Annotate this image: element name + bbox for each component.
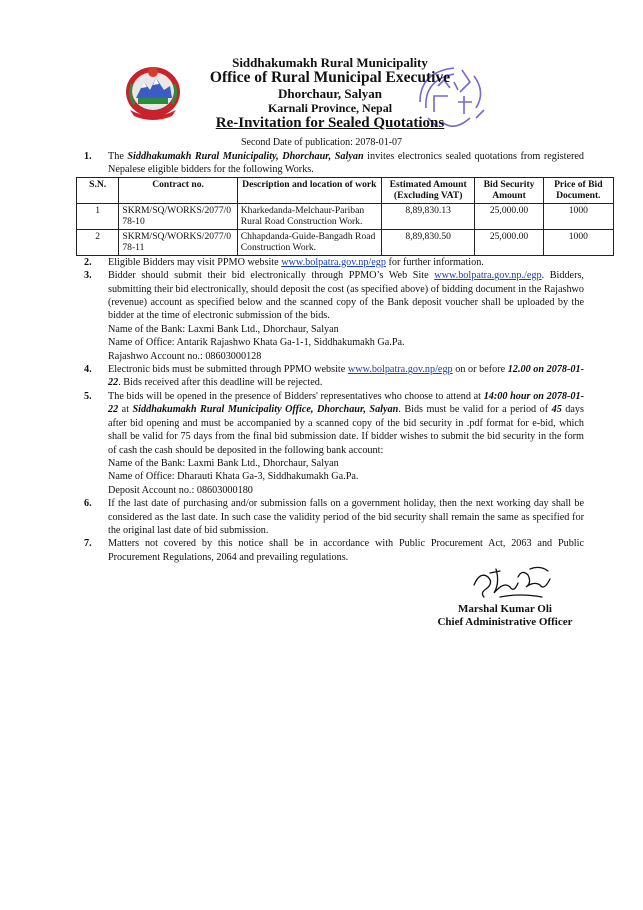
item-3 bbox=[84, 269, 584, 363]
account-number: Deposit Account no.: 08603000180 bbox=[108, 484, 253, 496]
handwritten-signature-icon bbox=[470, 563, 560, 603]
item-text: The bbox=[108, 151, 128, 162]
account-number: Rajashwo Account no.: 08603000128 bbox=[108, 350, 262, 362]
province-name: Karnali Province, Nepal bbox=[267, 101, 393, 115]
item-text: for further information. bbox=[385, 256, 484, 268]
item-number: 1. bbox=[84, 151, 92, 162]
item-text: . Bidders, submitting their bid electronically, should deposit the cost (as specified above) of bidding document in the Rajashwo (revenue) account as specified below and the scanned copy of the Bank deposit voucher shall be uploaded by the bidder at the time of electronic submission of the bids. bbox=[108, 270, 584, 322]
cell-description: Kharkedanda-Melchaur-Pariban Rural Road Construction Work. bbox=[237, 203, 381, 229]
item-text: at bbox=[118, 404, 133, 416]
item-text: If the last date of purchasing and/or submission falls on a government holiday, then the next working day shall be considered as the last date. In such case the validity period of the bid security shall remain the same as specified for the original last date of bid submission. bbox=[108, 498, 584, 536]
item-text: Bidder should submit their bid electronically through PPMO’s Web Site bbox=[108, 270, 435, 282]
ppmo-link[interactable]: www.bolpatra.gov.np/egp bbox=[347, 364, 453, 376]
header-sn: S.N. bbox=[77, 177, 119, 203]
municipality-name: Siddhakumakh Rural Municipality bbox=[232, 55, 428, 70]
item-7 bbox=[84, 537, 584, 564]
header-estimated-amount: Estimated Amount (Excluding VAT) bbox=[381, 177, 475, 203]
ppmo-link[interactable]: www.bolpatra.gov.np./egp bbox=[434, 270, 542, 282]
opening-venue: Siddhakumakh Rural Municipality Office, Dhorchaur, Salyan bbox=[132, 404, 399, 416]
item-text: on or before bbox=[452, 364, 508, 376]
cell-estimated-amount: 8,89,830.13 bbox=[381, 203, 475, 229]
item-number: 4. bbox=[84, 364, 92, 376]
deadline: 12.00 on 2078-01-22 bbox=[108, 364, 584, 389]
item-4 bbox=[84, 363, 584, 390]
cell-bid-doc-price: 1000 bbox=[543, 229, 613, 255]
cell-contract-no: SKRM/SQ/WORKS/2077/078-11 bbox=[119, 229, 237, 255]
item-text: Eligible Bidders may visit PPMO website bbox=[108, 256, 282, 268]
table-row bbox=[77, 203, 614, 229]
works-table bbox=[76, 177, 614, 256]
office-name-line: Name of Office: Dharauti Khata Ga-3, Siddhakumakh Ga.Pa. bbox=[108, 471, 359, 483]
publication-date: Second Date of publication: 2078-01-07 bbox=[240, 137, 403, 148]
item-text: The bids will be opened in the presence of Bidders' representatives who choose to attend at bbox=[108, 390, 484, 402]
item-text: invites electronics sealed quotations from registered Nepalese eligible bidders for the following Works. bbox=[108, 151, 584, 176]
cell-description: Chhapdanda-Guide-Bangadh Road Construction Work. bbox=[237, 229, 381, 255]
validity-days: 45 bbox=[551, 404, 562, 416]
signatory-name: Marshal Kumar Oli bbox=[458, 603, 552, 615]
item-text: Electronic bids must be submitted through PPMO website bbox=[108, 364, 348, 376]
header-description: Description and location of work bbox=[237, 177, 381, 203]
table-header-row bbox=[77, 177, 614, 203]
cell-contract-no: SKRM/SQ/WORKS/2077/078-10 bbox=[119, 203, 237, 229]
notice-items bbox=[84, 150, 603, 564]
cell-sn: 1 bbox=[77, 203, 119, 229]
header-bid-doc-price: Price of Bid Document. bbox=[543, 177, 613, 203]
signatory-title: Chief Administrative Officer bbox=[437, 616, 573, 628]
opening-time: 14:00 hour on 2078-01-22 bbox=[108, 390, 584, 416]
item-number: 6. bbox=[84, 498, 92, 510]
office-name: Office of Rural Municipal Executive bbox=[209, 69, 451, 86]
notice-title: Re-Invitation for Sealed Quotations bbox=[215, 115, 445, 131]
item-1 bbox=[84, 150, 584, 177]
item-number: 3. bbox=[84, 270, 92, 282]
item-number: 7. bbox=[84, 538, 92, 550]
item-number: 2. bbox=[84, 256, 92, 268]
cell-bid-security: 25,000.00 bbox=[475, 229, 543, 255]
item-emphasis: Siddhakumakh Rural Municipality, Dhorchaur, Salyan bbox=[127, 151, 364, 162]
office-name-line: Name of Office: Antarik Rajashwo Khata Ga-1-1, Siddhakumakh Ga.Pa. bbox=[108, 337, 405, 349]
item-text: Matters not covered by this notice shall be in accordance with Public Procurement Act, 2063 and Public Procurement Regulations, 2064 and prevailing regulations. bbox=[108, 538, 584, 563]
cell-bid-security: 25,000.00 bbox=[475, 203, 543, 229]
bank-name: Name of the Bank: Laxmi Bank Ltd., Dhorchaur, Salyan bbox=[108, 457, 339, 469]
bank-name: Name of the Bank: Laxmi Bank Ltd., Dhorchaur, Salyan bbox=[108, 323, 339, 335]
cell-bid-doc-price: 1000 bbox=[543, 203, 613, 229]
item-text: . Bids must be valid for a period of bbox=[398, 404, 552, 416]
cell-estimated-amount: 8,89,830.50 bbox=[381, 229, 475, 255]
table-row bbox=[77, 229, 614, 255]
letterhead bbox=[170, 55, 490, 131]
item-2 bbox=[84, 256, 584, 269]
signatory bbox=[410, 603, 600, 629]
header-contract-no: Contract no. bbox=[119, 177, 237, 203]
item-text: days after bid opening and must be accompanied by a scanned copy of the bid security in .pdf format for e-bid, which shall be valid for 75 days from the final bid submission date. If bidder wishes to submit the bid security in the form of cash the cash should be deposited in the following bank account: bbox=[108, 404, 584, 456]
item-text: . Bids received after this deadline will be rejected. bbox=[118, 377, 323, 389]
item-6 bbox=[84, 497, 584, 537]
item-number: 5. bbox=[84, 390, 92, 402]
office-location: Dhorchaur, Salyan bbox=[277, 86, 383, 101]
item-5 bbox=[84, 390, 584, 497]
cell-sn: 2 bbox=[77, 229, 119, 255]
header-bid-security: Bid Security Amount bbox=[475, 177, 543, 203]
ppmo-link[interactable]: www.bolpatra.gov.np/egp bbox=[281, 256, 386, 268]
